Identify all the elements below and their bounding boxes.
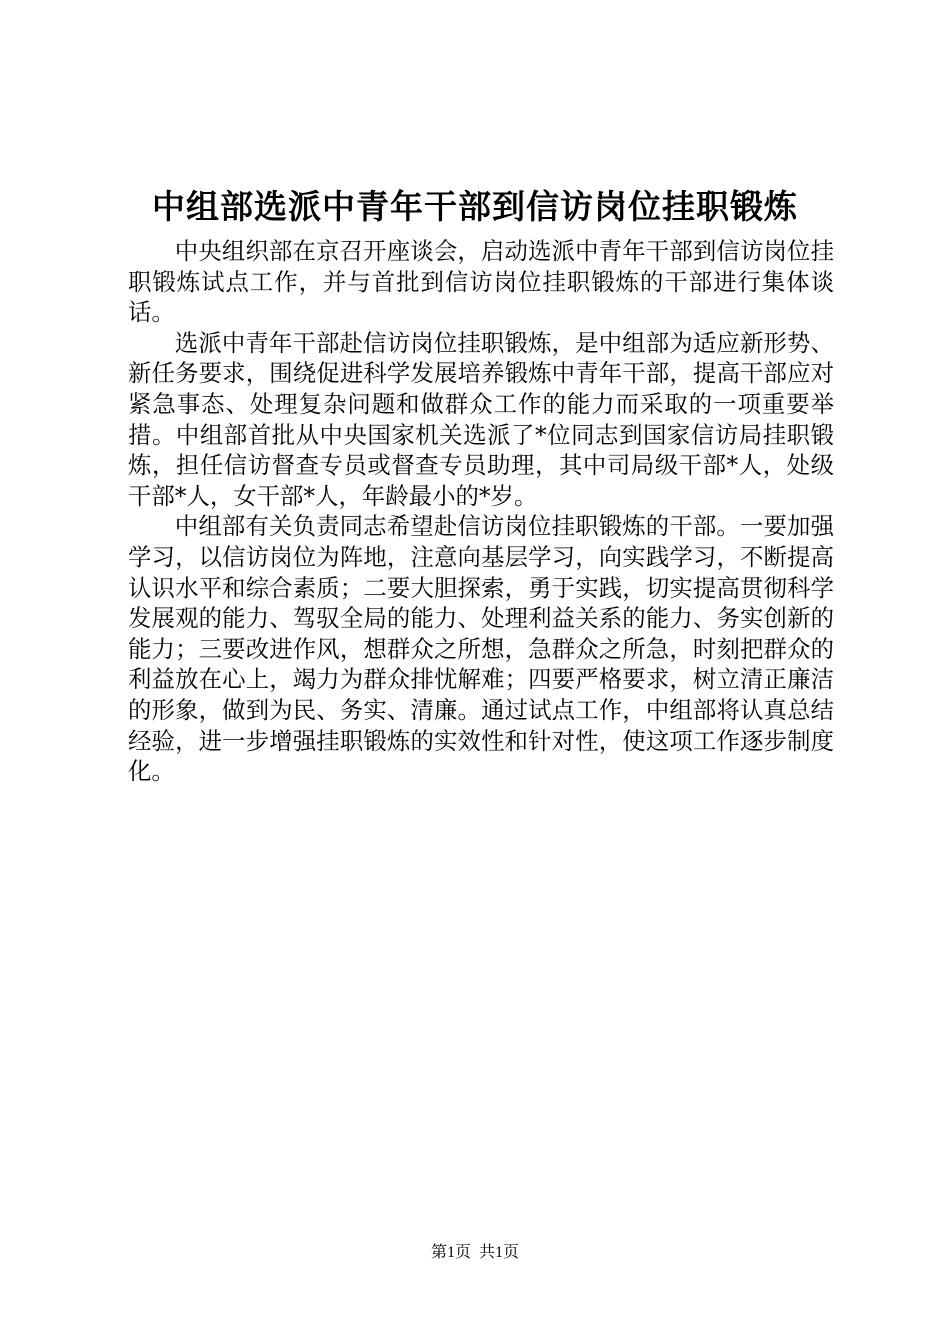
paragraph-2: 选派中青年干部赴信访岗位挂职锻炼，是中组部为适应新形势、新任务要求，围绕促进科学发展培养锻炼中青年干部，提高干部应对紧急事态、处理复杂问题和做群众工作的能力而采取的一项重要举措。中组部首批从中央国家机关选派了*位同志到国家信访局挂职锻炼，担任信访督查专员或督查专员助理，其中司局级干部*人，处级干部*人，女干部*人，年龄最小的*岁。: [128, 328, 834, 510]
paragraph-3: 中组部有关负责同志希望赴信访岗位挂职锻炼的干部。一要加强学习，以信访岗位为阵地，注意向基层学习，向实践学习，不断提高认识水平和综合素质；二要大胆探索，勇于实践，切实提高贯彻科学发展观的能力、驾驭全局的能力、处理利益关系的能力、务实创新的能力；三要改进作风，想群众之所想，急群众之所急，时刻把群众的利益放在心上，竭力为群众排忧解难；四要严格要求，树立清正廉洁的形象，做到为民、务实、清廉。通过试点工作，中组部将认真总结经验，进一步增强挂职锻炼的实效性和针对性，使这项工作逐步制度化。: [128, 512, 834, 786]
page-footer: [0, 1242, 950, 1264]
page-total: 共1页: [479, 1244, 520, 1261]
document-body: [128, 236, 834, 787]
page-number: 第1页: [430, 1244, 471, 1261]
document-title: 中组部选派中青年干部到信访岗位挂职锻炼: [152, 187, 798, 226]
paragraph-1: 中央组织部在京召开座谈会，启动选派中青年干部到信访岗位挂职锻炼试点工作，并与首批到信访岗位挂职锻炼的干部进行集体谈话。: [128, 237, 834, 327]
